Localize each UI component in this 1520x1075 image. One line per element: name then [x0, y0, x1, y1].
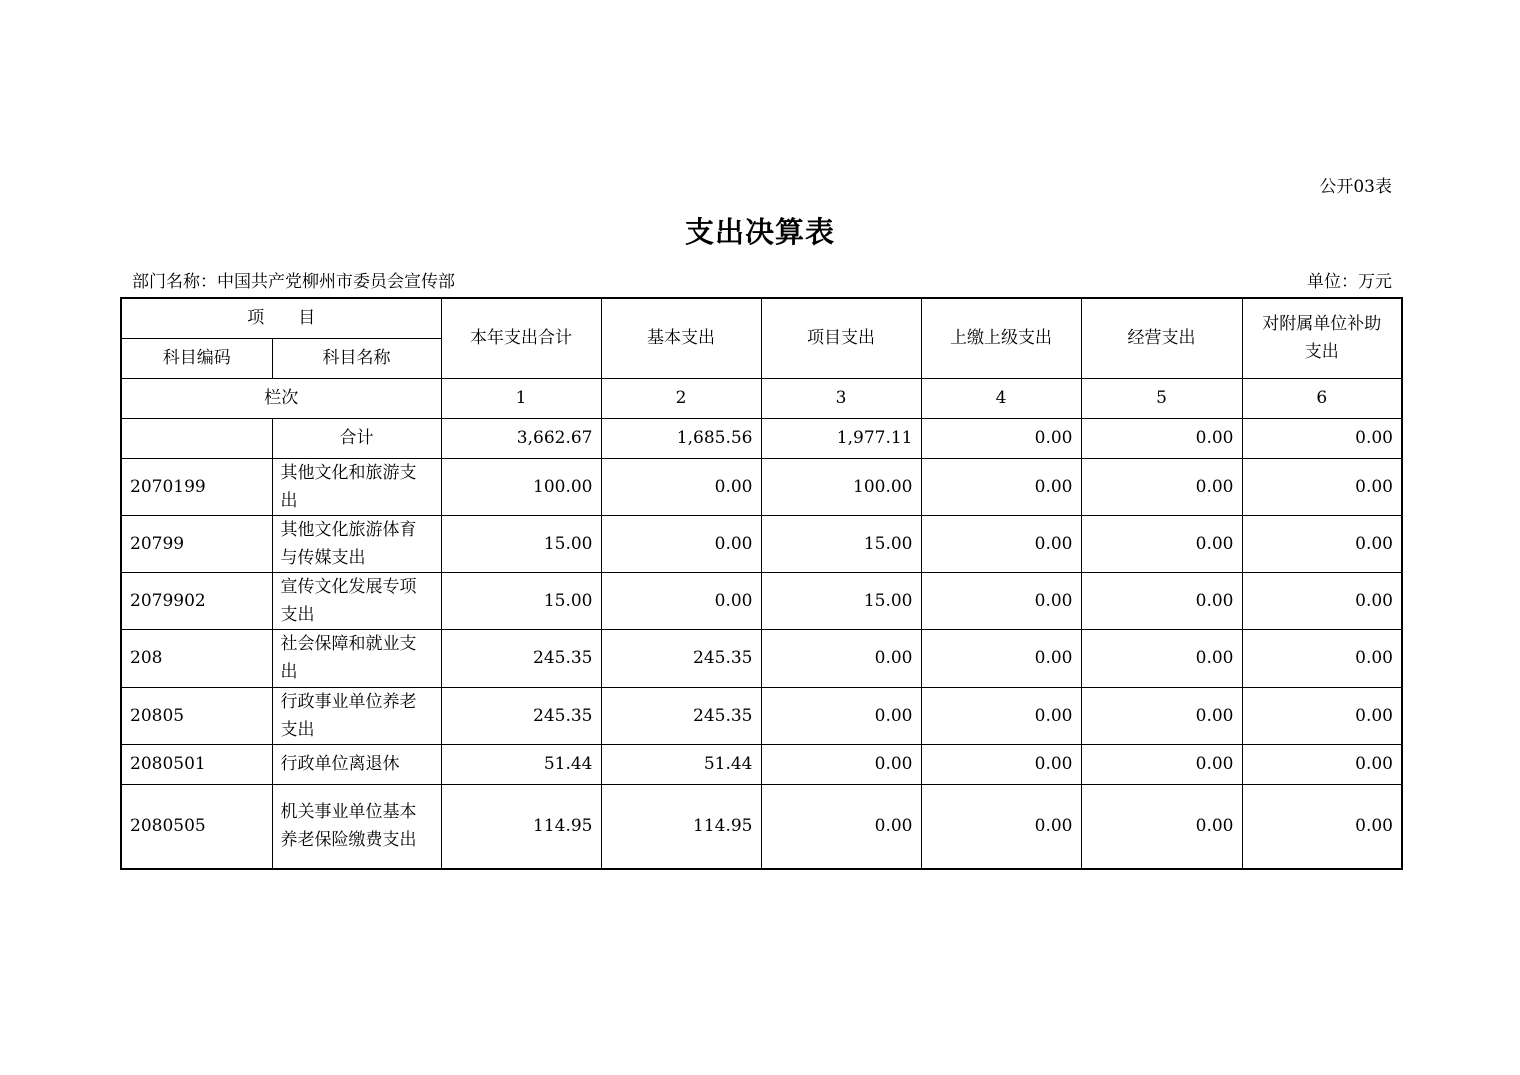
- table-row: [121, 784, 1402, 869]
- row-value: 245.35: [441, 687, 601, 744]
- row-name: 其他文化和旅游支出: [272, 458, 441, 515]
- row-value: 0.00: [921, 629, 1081, 687]
- column-index-cell: 2: [601, 378, 761, 418]
- row-value: 0.00: [1081, 572, 1242, 629]
- row-value: 100.00: [441, 458, 601, 515]
- total-value: 0.00: [921, 418, 1081, 458]
- column-index-cell: 6: [1242, 378, 1402, 418]
- row-name: 行政单位离退休: [272, 744, 441, 784]
- row-value: 15.00: [761, 515, 921, 572]
- row-value: 15.00: [441, 572, 601, 629]
- unit-label: 单位：万元: [1307, 272, 1392, 292]
- total-code: [121, 418, 272, 458]
- column-index-cell: 3: [761, 378, 921, 418]
- row-code: 2080501: [121, 744, 272, 784]
- row-code: 20799: [121, 515, 272, 572]
- row-name: 其他文化旅游体育与传媒支出: [272, 515, 441, 572]
- row-code: 2070199: [121, 458, 272, 515]
- header-subsidy: 对附属单位补助支出: [1242, 298, 1402, 378]
- row-value: 0.00: [1242, 629, 1402, 687]
- total-value: 0.00: [1242, 418, 1402, 458]
- row-value: 0.00: [1081, 629, 1242, 687]
- row-value: 0.00: [1081, 687, 1242, 744]
- row-code: 2079902: [121, 572, 272, 629]
- header-row-top: [121, 298, 1402, 338]
- expenditure-table: [120, 297, 1403, 870]
- row-name: 机关事业单位基本养老保险缴费支出: [272, 784, 441, 869]
- table-row: [121, 744, 1402, 784]
- row-name: 宣传文化发展专项支出: [272, 572, 441, 629]
- table-row: [121, 458, 1402, 515]
- column-index-cell: 4: [921, 378, 1081, 418]
- table-code-label: 公开03表: [1319, 177, 1392, 197]
- header-business: 经营支出: [1081, 298, 1242, 378]
- header-total: 本年支出合计: [441, 298, 601, 378]
- table-row: [121, 687, 1402, 744]
- column-index-row: [121, 378, 1402, 418]
- header-basic: 基本支出: [601, 298, 761, 378]
- row-value: 0.00: [1081, 744, 1242, 784]
- page-title: 支出决算表: [684, 215, 835, 249]
- row-value: 0.00: [921, 687, 1081, 744]
- column-index-label: 栏次: [121, 378, 441, 418]
- row-value: 0.00: [761, 687, 921, 744]
- column-index-cell: 1: [441, 378, 601, 418]
- row-value: 245.35: [601, 687, 761, 744]
- row-code: 208: [121, 629, 272, 687]
- row-name: 行政事业单位养老支出: [272, 687, 441, 744]
- row-value: 0.00: [601, 458, 761, 515]
- total-name: 合计: [272, 418, 441, 458]
- row-value: 0.00: [921, 515, 1081, 572]
- row-value: 114.95: [601, 784, 761, 869]
- row-value: 0.00: [1242, 687, 1402, 744]
- row-value: 0.00: [921, 572, 1081, 629]
- header-project: 项目支出: [761, 298, 921, 378]
- table-row: [121, 515, 1402, 572]
- row-value: 0.00: [761, 784, 921, 869]
- row-value: 0.00: [1081, 458, 1242, 515]
- row-value: 0.00: [761, 744, 921, 784]
- row-value: 0.00: [921, 784, 1081, 869]
- row-value: 15.00: [441, 515, 601, 572]
- row-name: 社会保障和就业支出: [272, 629, 441, 687]
- row-value: 51.44: [441, 744, 601, 784]
- row-value: 15.00: [761, 572, 921, 629]
- row-value: 51.44: [601, 744, 761, 784]
- row-value: 0.00: [1242, 744, 1402, 784]
- row-value: 245.35: [601, 629, 761, 687]
- total-value: 0.00: [1081, 418, 1242, 458]
- row-value: 0.00: [1242, 784, 1402, 869]
- table-row: [121, 572, 1402, 629]
- row-value: 245.35: [441, 629, 601, 687]
- row-value: 0.00: [1242, 572, 1402, 629]
- row-code: 2080505: [121, 784, 272, 869]
- header-upper: 上缴上级支出: [921, 298, 1081, 378]
- row-code: 20805: [121, 687, 272, 744]
- row-value: 0.00: [1081, 515, 1242, 572]
- row-value: 0.00: [1242, 458, 1402, 515]
- total-value: 1,685.56: [601, 418, 761, 458]
- department-label: 部门名称：中国共产党柳州市委员会宣传部: [132, 272, 455, 292]
- row-value: 0.00: [1242, 515, 1402, 572]
- total-value: 1,977.11: [761, 418, 921, 458]
- row-value: 0.00: [921, 744, 1081, 784]
- row-value: 114.95: [441, 784, 601, 869]
- row-value: 100.00: [761, 458, 921, 515]
- total-row: [121, 418, 1402, 458]
- row-value: 0.00: [921, 458, 1081, 515]
- total-value: 3,662.67: [441, 418, 601, 458]
- row-value: 0.00: [761, 629, 921, 687]
- header-item: 项 目: [121, 298, 441, 338]
- row-value: 0.00: [601, 515, 761, 572]
- header-name: 科目名称: [272, 338, 441, 378]
- row-value: 0.00: [1081, 784, 1242, 869]
- table-row: [121, 629, 1402, 687]
- column-index-cell: 5: [1081, 378, 1242, 418]
- header-code: 科目编码: [121, 338, 272, 378]
- row-value: 0.00: [601, 572, 761, 629]
